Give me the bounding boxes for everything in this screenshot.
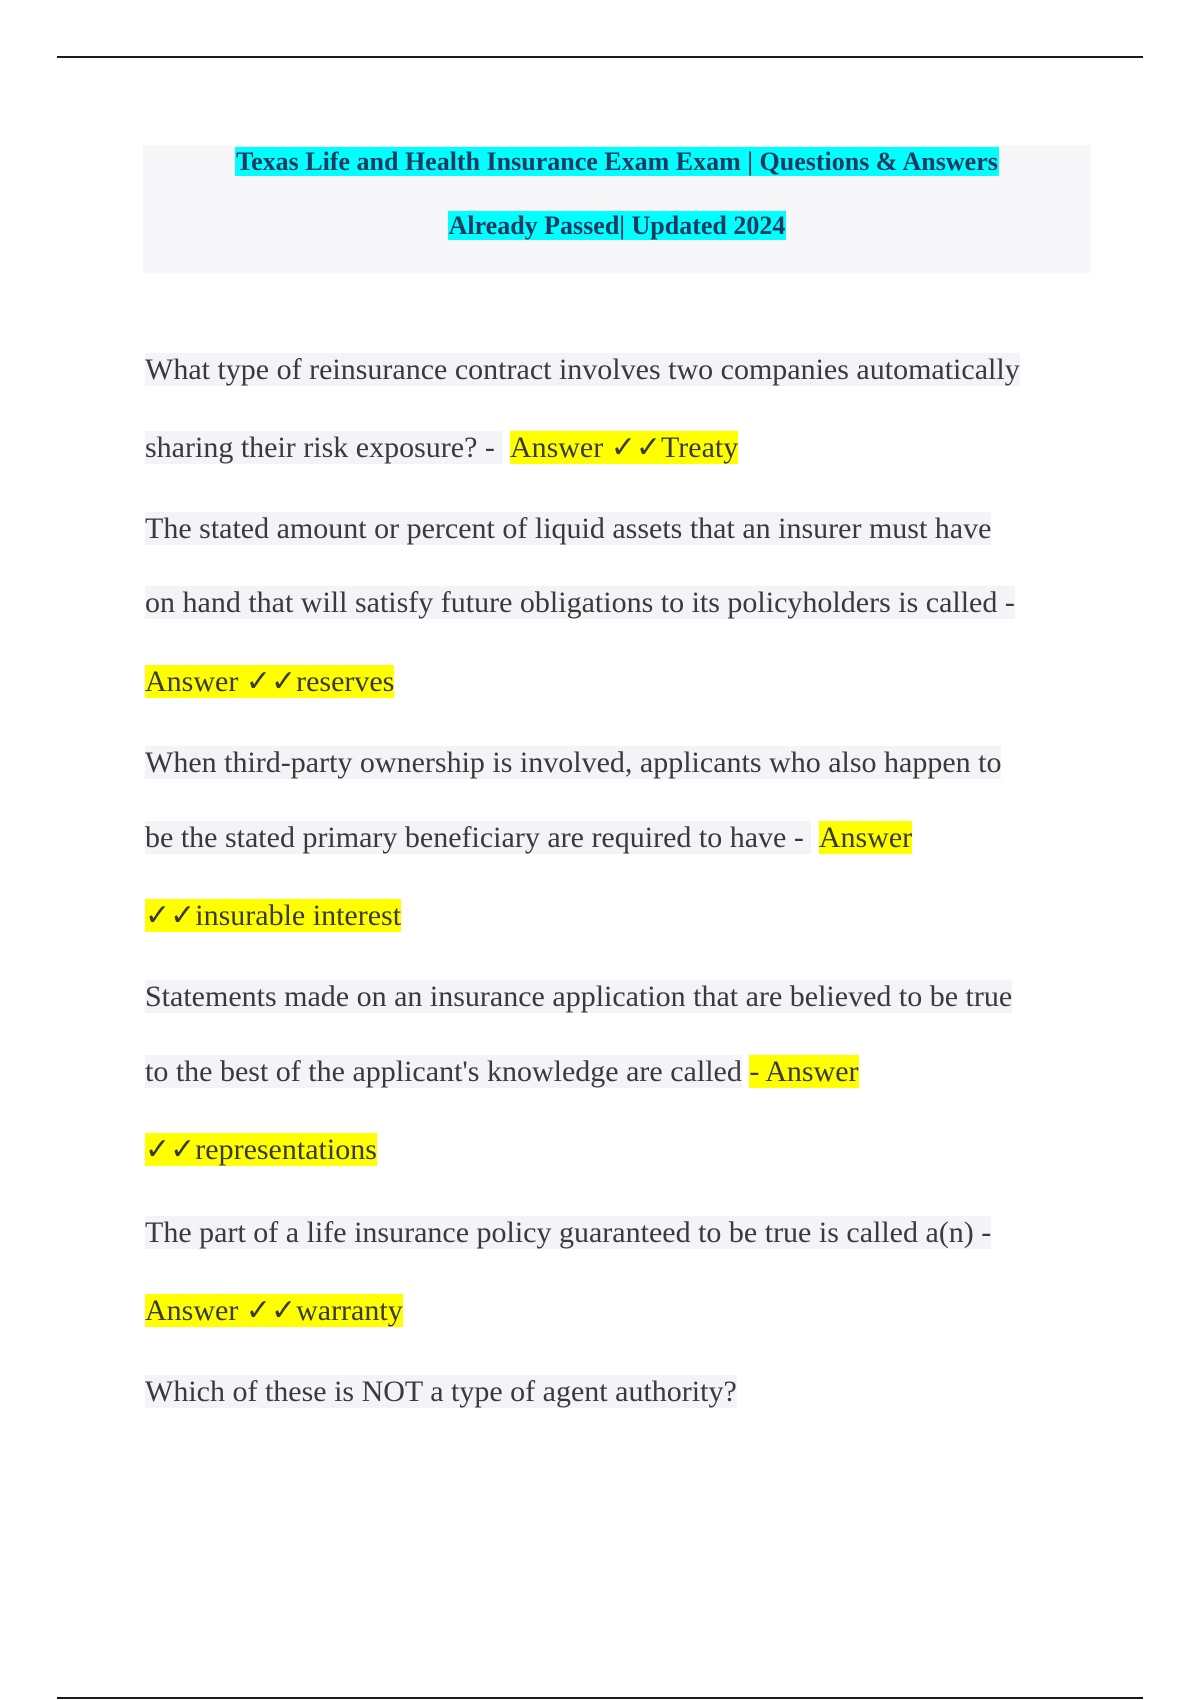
- question-4-line-1: Statements made on an insurance application that are believed to be true: [145, 980, 1013, 1013]
- answer-3-line: [145, 896, 401, 936]
- question-5-line-1: The part of a life insurance policy guaranteed to be true is called a(n) -: [145, 1216, 992, 1249]
- title-line-2: Already Passed| Updated 2024: [448, 211, 786, 240]
- answer-2-line: [145, 662, 394, 702]
- answer-2: Answer ✓✓reserves: [145, 665, 395, 698]
- bottom-rule: [57, 1697, 1143, 1699]
- answer-4-part-1: - Answer: [749, 1055, 859, 1088]
- answer-3-part-2: ✓✓insurable interest: [145, 899, 402, 932]
- answer-5: Answer ✓✓warranty: [145, 1294, 403, 1327]
- top-rule: [57, 56, 1143, 58]
- title-box: [143, 145, 1091, 273]
- answer-4-part-2: ✓✓representations: [145, 1133, 377, 1166]
- question-3-line-2: be the stated primary beneficiary are required to have - Answer: [145, 821, 913, 854]
- question-2-line-2: on hand that will satisfy future obligations to its policyholders is called -: [145, 586, 1015, 619]
- title-line-1: Texas Life and Health Insurance Exam Exam | Questions & Answers: [236, 147, 998, 176]
- answer-3-part-1: Answer: [818, 821, 913, 854]
- question-6-line-1: Which of these is NOT a type of agent authority?: [145, 1375, 737, 1408]
- question-2-line-1: The stated amount or percent of liquid assets that an insurer must have: [145, 512, 992, 545]
- question-3-line-1: When third-party ownership is involved, applicants who also happen to: [145, 746, 1002, 779]
- question-4-line-2: to the best of the applicant's knowledge are called - Answer: [145, 1055, 859, 1088]
- answer-5-line: [145, 1291, 403, 1331]
- answer-1: Answer ✓✓Treaty: [509, 431, 739, 464]
- question-1-line-2: sharing their risk exposure? - Answer ✓✓Treaty: [145, 431, 739, 464]
- answer-4-line: [145, 1130, 377, 1170]
- question-1-line-1: What type of reinsurance contract involves two companies automatically: [145, 353, 1020, 386]
